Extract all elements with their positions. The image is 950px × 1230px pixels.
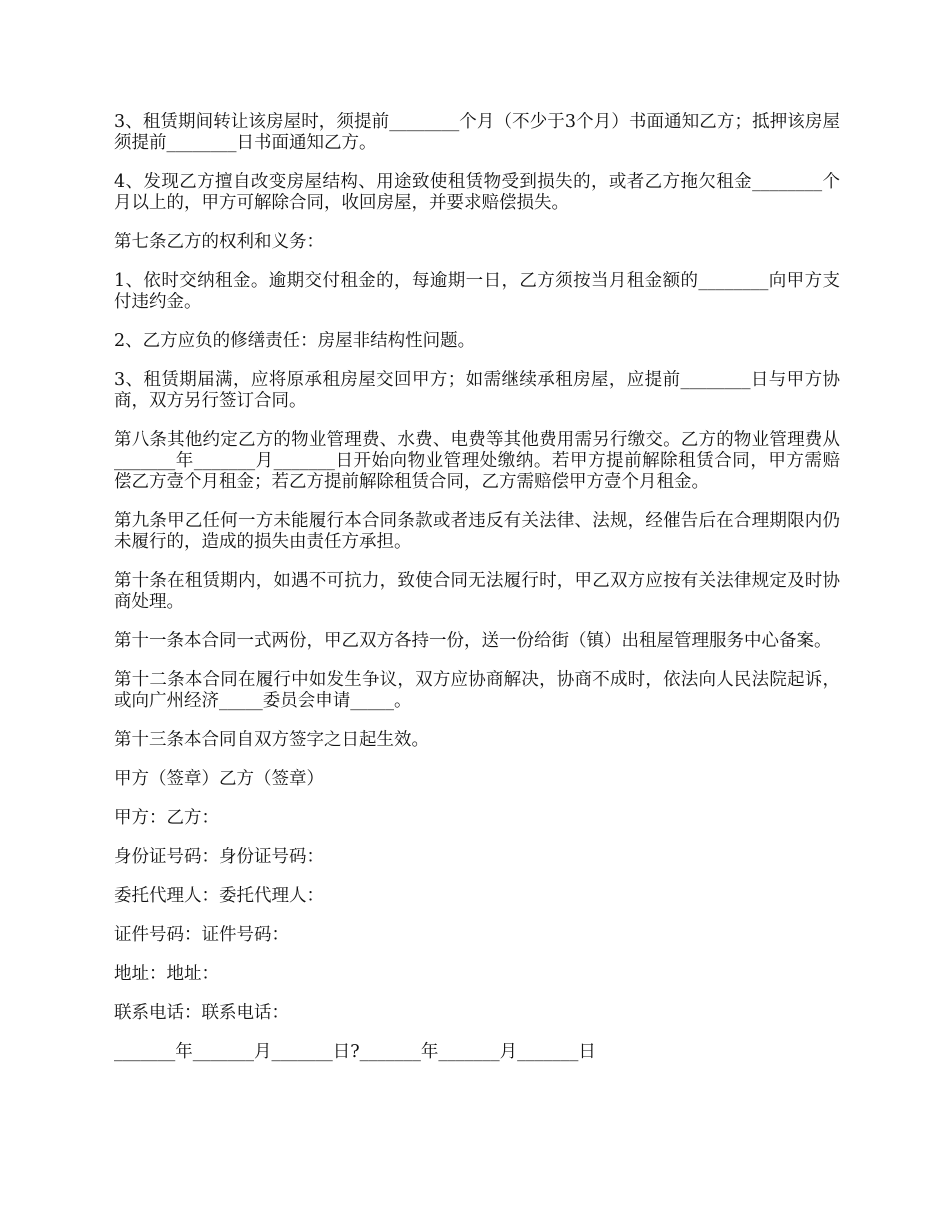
party-names-line: 甲方：乙方： — [114, 808, 219, 828]
document-body — [114, 112, 840, 1081]
clause-10: 第十条在租赁期内，如遇不可抗力，致使合同无法履行时，甲乙双方应按有关法律规定及时协商处理。 — [114, 571, 840, 612]
address-line: 地址：地址： — [114, 964, 219, 984]
date-line: _______年_______月_______日?_______年_______月_______日 — [114, 1042, 596, 1062]
certificate-number-line: 证件号码：证件号码： — [114, 925, 289, 945]
clause-11: 第十一条本合同一式两份，甲乙双方各持一份，送一份给街（镇）出租屋管理服务中心备案。 — [114, 631, 832, 651]
clause-6-item-3: 3、租赁期间转让该房屋时，须提前________个月（不少于3个月）书面通知乙方；抵押该房屋须提前________日书面通知乙方。 — [114, 112, 840, 153]
signature-line: 甲方（签章）乙方（签章） — [114, 769, 324, 789]
clause-8: 第八条其他约定乙方的物业管理费、水费、电费等其他费用需另行缴交。乙方的物业管理费从_______年_______月_______日开始向物业管理处缴纳。若甲方提前解除租赁合同，甲方需赔偿乙方壹个月租金；若乙方提前解除租赁合同，乙方需赔偿甲方壹个月租金。 — [114, 430, 840, 492]
clause-7-item-1: 1、依时交纳租金。逾期交付租金的，每逾期一日，乙方须按当月租金额的________向甲方支付违约金。 — [114, 271, 840, 312]
clause-7-heading: 第七条乙方的权利和义务： — [114, 232, 324, 252]
agent-line: 委托代理人：委托代理人： — [114, 886, 324, 906]
clause-6-item-4: 4、发现乙方擅自改变房屋结构、用途致使租赁物受到损失的，或者乙方拖欠租金________个月以上的，甲方可解除合同，收回房屋，并要求赔偿损失。 — [114, 172, 840, 213]
id-number-line: 身份证号码：身份证号码： — [114, 847, 324, 867]
clause-13: 第十三条本合同自双方签字之日起生效。 — [114, 730, 429, 750]
phone-line: 联系电话：联系电话： — [114, 1003, 289, 1023]
clause-12: 第十二条本合同在履行中如发生争议，双方应协商解决，协商不成时，依法向人民法院起诉，或向广州经济_____委员会申请_____。 — [114, 670, 840, 711]
clause-9: 第九条甲乙任何一方未能履行本合同条款或者违反有关法律、法规，经催告后在合理期限内仍未履行的，造成的损失由责任方承担。 — [114, 511, 840, 552]
clause-7-item-2: 2、乙方应负的修缮责任：房屋非结构性问题。 — [114, 331, 476, 351]
clause-7-item-3: 3、租赁期届满，应将原承租房屋交回甲方；如需继续承租房屋，应提前________日与甲方协商，双方另行签订合同。 — [114, 370, 840, 411]
